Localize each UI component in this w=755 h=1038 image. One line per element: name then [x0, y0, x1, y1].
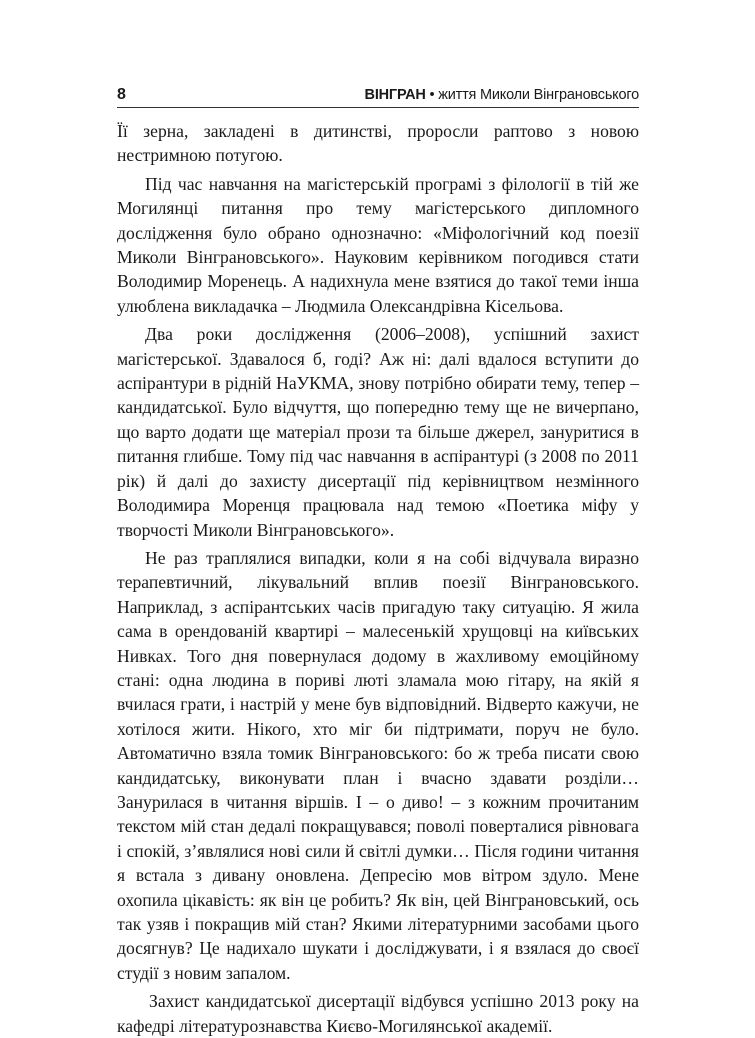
- page-header: [117, 86, 639, 108]
- running-head-separator: •: [429, 87, 435, 103]
- header-rule: [117, 107, 639, 108]
- page-number: 8: [117, 86, 126, 103]
- paragraph: Захист кандидатської дисертації відбувся успішно 2013 року на кафедрі літературознавства Києво-Могилянської академії.: [117, 991, 639, 1036]
- paragraph: Не раз траплялися випадки, коли я на собі відчувала виразно терапевтичний, лікувальний вплив поезії Вінграновського. Наприклад, з аспірантських часів пригадую таку ситуацію. Я жила сама в орендованій квартирі – малесенькій хрущовці на київських Нивках. Того дня повернулася додому в жахливому емоційному стані: одна людина в пориві люті зламала мою гітару, на якій я вчилася грати, і настрій у мене був відповідний. Відверто кажучи, не хотілося жити. Нікого, хто міг би підтримати, поруч не було. Автоматично взяла томик Вінграновського: бо ж треба писати свою кандидатську, виконувати план і вчасно здавати розділи… Занурилася в читання віршів. І – о диво! – з кожним прочитаним текстом мій стан дедалі покращувався; поволі поверталися рівновага і спокій, з’являлися нові сили й світлі думки… Після години читання я встала з дивану оновлена. Депресію мов вітром здуло. Мене охопила цікавість: як він це робить? Як він, цей Вінграновський, ось так узяв і покращив мій стан? Якими літературними засобами цього досягнув? Це надихало шукати і досліджувати, і я взялася до своєї студії з новим запалом.: [117, 547, 639, 983]
- running-head-subtitle: життя Миколи Вінграновського: [438, 87, 639, 103]
- paragraph-continuation: Її зерна, закладені в дитинстві, проросли раптово з новою нестримною потугою.: [117, 121, 639, 166]
- body-text: [117, 119, 639, 1038]
- running-head: [365, 87, 639, 103]
- paragraph: Під час навчання на магістерській програмі з філології в тій же Могилянці питання про тему магістерського дипломного дослідження було обрано однозначно: «Міфологічний код поезії Миколи Вінграновського». Науковим керівником погодився стати Володимир Моренець. А надихнула мене взятися до такої теми інша улюблена викладачка – Людмила Олександрівна Кісельова.: [117, 173, 639, 316]
- running-head-title: ВІНГРАН: [364, 87, 426, 103]
- paragraph: Два роки дослідження (2006–2008), успішний захист магістерської. Здавалося б, годі? Аж ні: далі вдалося вступити до аспірантури в рідній НаУКМА, знову потрібно обирати тему, тепер – кандидатської. Було відчуття, що попередню тему ще не вичерпано, що варто додати ще матеріал прози та більше джерел, зануритися в питання глибше. Тому під час навчання в аспірантурі (з 2008 по 2011 рік) й далі до захисту дисертації під керівництвом незмінного Володимира Моренця працювала над темою «Поетика міфу у творчості Миколи Вінграновського».: [117, 324, 639, 540]
